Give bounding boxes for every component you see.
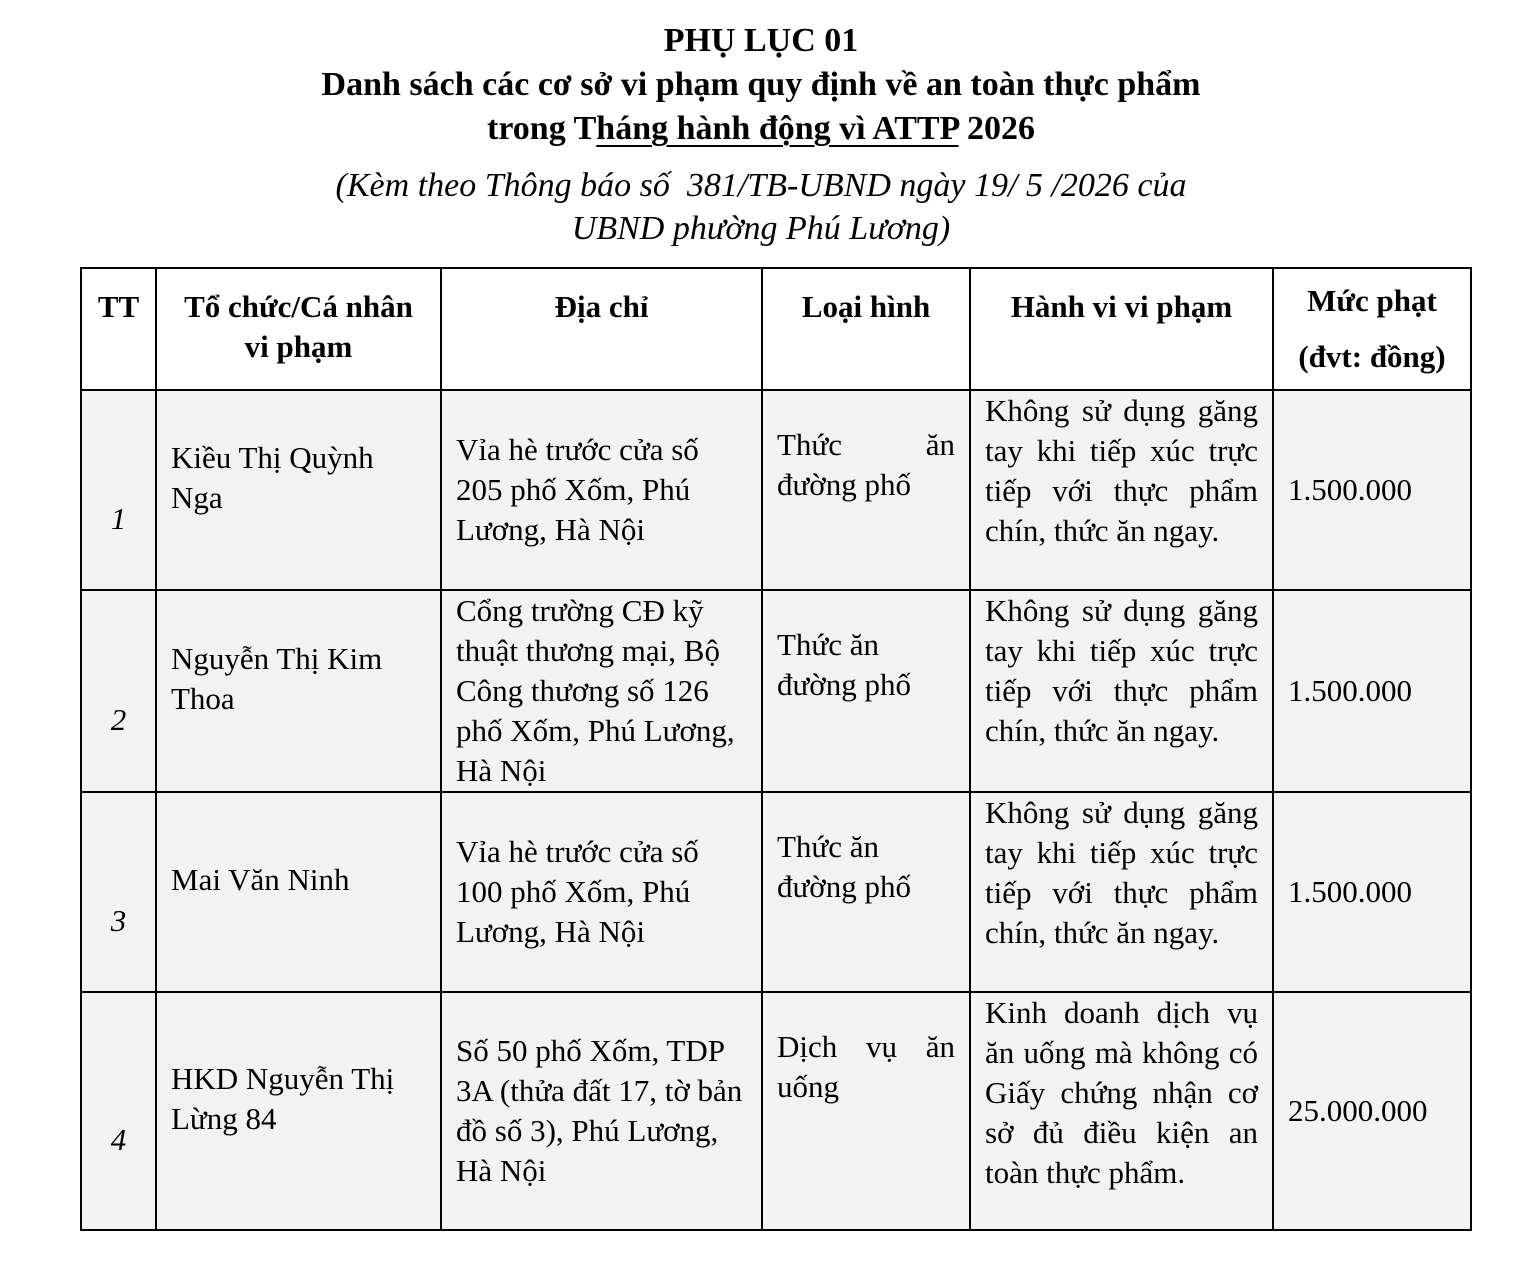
violator-address: Vỉa hè trước cửa số 205 phố Xốm, Phú Lương, Hà Nội bbox=[441, 390, 762, 590]
row-number bbox=[81, 590, 156, 792]
violator-name bbox=[156, 992, 441, 1230]
business-type: Thức ăn đường phố bbox=[762, 390, 970, 590]
violator-address: Số 50 phố Xốm, TDP 3A (thửa đất 17, tờ bản đồ số 3), Phú Lương, Hà Nội bbox=[441, 992, 762, 1230]
violation-description: Kinh doanh dịch vụ ăn uống mà không có Giấy chứng nhận cơ sở đủ điều kiện an toàn thực phẩm. bbox=[970, 992, 1273, 1230]
business-type: Thức ăn đường phố bbox=[762, 590, 970, 792]
row-number bbox=[81, 792, 156, 992]
violator-name-text: Kiều Thị Quỳnh Nga bbox=[171, 440, 374, 515]
fine-amount: 1.500.000 bbox=[1273, 390, 1471, 590]
subtitle-suffix: 2026 bbox=[958, 110, 1035, 147]
column-header-tt: TT bbox=[81, 268, 156, 390]
fine-amount: 25.000.000 bbox=[1273, 992, 1471, 1230]
table-row bbox=[81, 792, 1471, 992]
row-number bbox=[81, 390, 156, 590]
violator-address: Vỉa hè trước cửa số 100 phố Xốm, Phú Lương, Hà Nội bbox=[441, 792, 762, 992]
subtitle-prefix: trong T bbox=[487, 110, 597, 147]
row-number-text: 1 bbox=[110, 501, 127, 536]
fine-amount: 1.500.000 bbox=[1273, 590, 1471, 792]
table-header-row bbox=[81, 268, 1471, 390]
table-row bbox=[81, 590, 1471, 792]
violator-name bbox=[156, 792, 441, 992]
business-type: Thức ăn đường phố bbox=[762, 792, 970, 992]
document-subtitle-line1: Danh sách các cơ sở vi phạm quy định về an toàn thực phẩm bbox=[321, 66, 1201, 103]
violator-address: Cổng trường CĐ kỹ thuật thương mại, Bộ Công thương số 126 phố Xốm, Phú Lương, Hà Nội bbox=[441, 590, 762, 792]
column-header-violation: Hành vi vi phạm bbox=[970, 268, 1273, 390]
table-row bbox=[81, 390, 1471, 590]
document-reference-line1: (Kèm theo Thông báo số 381/TB-UBND ngày 19/ 5 /2026 của bbox=[335, 167, 1187, 204]
violator-name bbox=[156, 390, 441, 590]
violator-name-text: Nguyễn Thị Kim Thoa bbox=[171, 641, 383, 716]
violation-description: Không sử dụng găng tay khi tiếp xúc trực tiếp với thực phẩm chín, thức ăn ngay. bbox=[970, 792, 1273, 992]
subtitle-underlined: háng hành động vì ATTP bbox=[596, 110, 959, 147]
document-reference-line2: UBND phường Phú Lương) bbox=[571, 210, 951, 247]
column-header-fine: Mức phạt (đvt: đồng) bbox=[1273, 268, 1471, 390]
document-subtitle-line2 bbox=[0, 110, 1522, 148]
row-number-text: 4 bbox=[110, 1122, 127, 1157]
violator-name-text: HKD Nguyễn Thị Lừng 84 bbox=[171, 1061, 395, 1136]
fine-amount: 1.500.000 bbox=[1273, 792, 1471, 992]
row-number-text: 2 bbox=[110, 702, 127, 737]
row-number-text: 3 bbox=[110, 903, 127, 938]
column-header-type: Loại hình bbox=[762, 268, 970, 390]
business-type: Dịch vụ ăn uống bbox=[762, 992, 970, 1230]
violator-name-text: Mai Văn Ninh bbox=[171, 862, 350, 897]
document-title: PHỤ LỤC 01 bbox=[663, 22, 859, 59]
table-row bbox=[81, 992, 1471, 1230]
row-number bbox=[81, 992, 156, 1230]
violations-table bbox=[80, 267, 1472, 1231]
column-header-organization: Tổ chức/Cá nhân vi phạm bbox=[156, 268, 441, 390]
violation-description: Không sử dụng găng tay khi tiếp xúc trực tiếp với thực phẩm chín, thức ăn ngay. bbox=[970, 590, 1273, 792]
column-header-address: Địa chỉ bbox=[441, 268, 762, 390]
violation-description: Không sử dụng găng tay khi tiếp xúc trực tiếp với thực phẩm chín, thức ăn ngay. bbox=[970, 390, 1273, 590]
violator-name bbox=[156, 590, 441, 792]
